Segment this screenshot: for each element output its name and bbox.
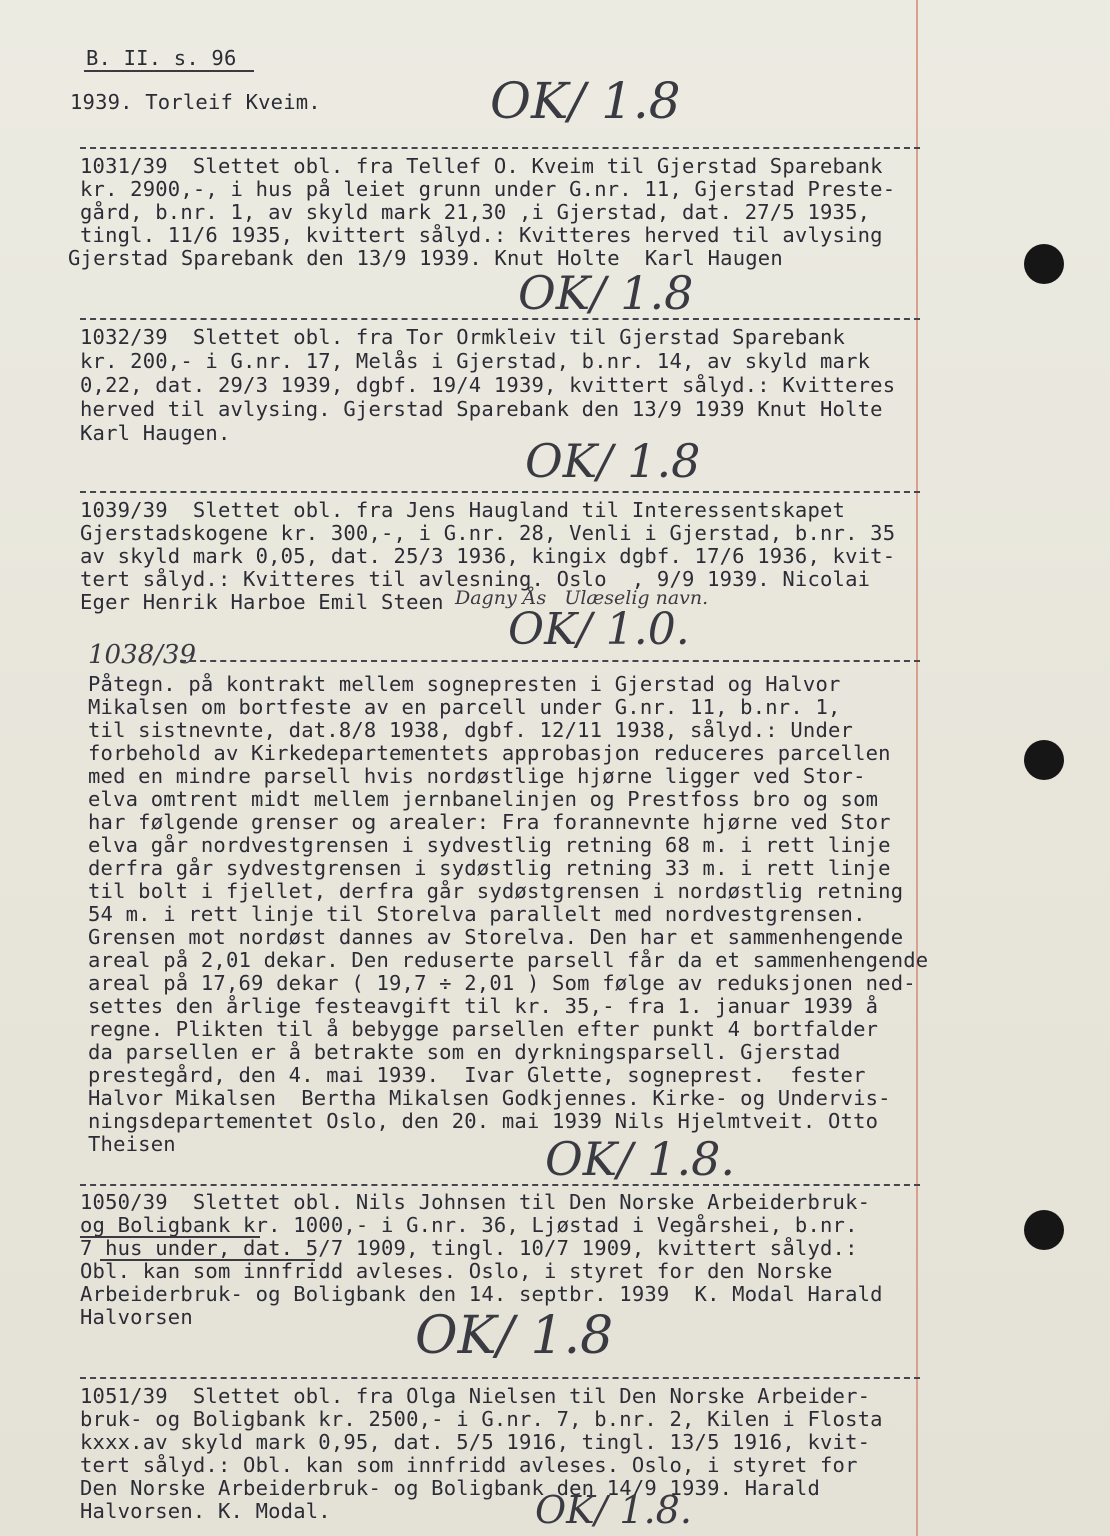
pen-underline — [100, 1259, 315, 1261]
entry-line: Halvorsen. K. Modal. — [80, 1499, 331, 1523]
entry-line: gård, b.nr. 1, av skyld mark 21,30 ,i Gjerstad, dat. 27/5 1935, — [80, 200, 871, 224]
entry-line: kr. 2900,-, i hus på leiet grunn under G.nr. 11, Gjerstad Preste- — [80, 177, 896, 201]
page-title: 1939. Torleif Kveim. — [70, 90, 321, 114]
entry-separator — [80, 491, 920, 493]
punch-hole — [1024, 1210, 1064, 1250]
entry-line: areal på 2,01 dekar. Den reduserte parsell får da et sammenhengende — [88, 948, 929, 972]
entry-line: tingl. 11/6 1935, kvittert sålyd.: Kvitteres herved til avlysing — [80, 223, 883, 247]
approval-mark: OK/ 1.0. — [508, 604, 690, 655]
entry-line: 1039/39 Slettet obl. fra Jens Haugland til Interessentskapet — [80, 498, 846, 522]
entry-line: og Boligbank kr. 1000,- i G.nr. 36, Ljøstad i Vegårshei, b.nr. — [80, 1213, 858, 1237]
entry-line: Gjerstadskogene kr. 300,-, i G.nr. 28, Venli i Gjerstad, b.nr. 35 — [80, 521, 896, 545]
entry-line: elva går nordvestgrensen i sydvestlig retning 68 m. i rett linje — [88, 833, 891, 857]
reference-underline — [84, 70, 254, 72]
entry-line: Mikalsen om bortfeste av en parcell under G.nr. 11, b.nr. 1, — [88, 695, 841, 719]
entry-line: Halvor Mikalsen Bertha Mikalsen Godkjennes. Kirke- og Undervis- — [88, 1086, 891, 1110]
entry-line: forbehold av Kirkedepartementets approbasjon reduceres parcellen — [88, 741, 891, 765]
entry-line: prestegård, den 4. mai 1939. Ivar Glette, sogneprest. fester — [88, 1063, 866, 1087]
entry-line: 1050/39 Slettet obl. Nils Johnsen til Den Norske Arbeiderbruk- — [80, 1190, 871, 1214]
entry-line: Eger Henrik Harboe Emil Steen — [80, 590, 444, 614]
entry-line: Theisen — [88, 1132, 176, 1156]
entry-line: Den Norske Arbeiderbruk- og Boligbank den 14/9 1939. Harald — [80, 1476, 820, 1500]
handwritten-signature: Dagny Ås Ulæselig navn. — [455, 587, 709, 609]
entry-line: Arbeiderbruk- og Boligbank den 14. septbr. 1939 K. Modal Harald — [80, 1282, 883, 1306]
entry-line: 7 hus under, dat. 5/7 1909, tingl. 10/7 1909, kvittert sålyd.: — [80, 1236, 858, 1260]
entry-line: 1051/39 Slettet obl. fra Olga Nielsen til Den Norske Arbeider- — [80, 1384, 871, 1408]
entry-line: kr. 200,- i G.nr. 17, Melås i Gjerstad, b.nr. 14, av skyld mark — [80, 349, 871, 373]
entry-line: da parsellen er å betrakte som en dyrkningsparsell. Gjerstad — [88, 1040, 841, 1064]
punch-hole — [1024, 740, 1064, 780]
approval-mark: OK/ 1.8. — [545, 1132, 735, 1186]
entry-line: 0,22, dat. 29/3 1939, dgbf. 19/4 1939, kvittert sålyd.: Kvitteres — [80, 373, 896, 397]
entry-line: med en mindre parsell hvis nordøstlige hjørne ligger ved Stor- — [88, 764, 866, 788]
approval-mark: OK/ 1.8 — [525, 434, 701, 488]
approval-mark: OK/ 1.8 — [415, 1306, 614, 1366]
entry-line: tert sålyd.: Obl. kan som innfridd avleses. Oslo, i styret for — [80, 1453, 858, 1477]
entry-line: regne. Plikten til å bebygge parsellen efter punkt 4 bortfalder — [88, 1017, 879, 1041]
entry-separator — [80, 318, 920, 320]
approval-mark: OK/ 1.8. — [535, 1488, 692, 1532]
entry-line: herved til avlysing. Gjerstad Sparebank den 13/9 1939 Knut Holte — [80, 397, 883, 421]
entry-line: 1032/39 Slettet obl. fra Tor Ormkleiv til Gjerstad Sparebank — [80, 325, 846, 349]
entry-line: av skyld mark 0,05, dat. 25/3 1936, kingix dgbf. 17/6 1936, kvit- — [80, 544, 896, 568]
entry-number-handwritten: 1038/39 — [88, 640, 197, 670]
entry-line: Gjerstad Sparebank den 13/9 1939. Knut Holte Karl Haugen — [68, 246, 783, 270]
approval-mark: OK/ 1.8 — [490, 72, 681, 130]
entry-line: til sistnevnte, dat.8/8 1938, dgbf. 12/11 1938, sålyd.: Under — [88, 718, 854, 742]
entry-line: Karl Haugen. — [80, 421, 231, 445]
entry-separator — [80, 1377, 920, 1379]
entry-line: tert sålyd.: Kvitteres til avlesning. Oslo , 9/9 1939. Nicolai — [80, 567, 871, 591]
entry-line: bruk- og Boligbank kr. 2500,- i G.nr. 7, b.nr. 2, Kilen i Flosta — [80, 1407, 883, 1431]
punch-hole — [1024, 244, 1064, 284]
entry-line: Halvorsen — [80, 1305, 193, 1329]
margin-rule — [916, 0, 918, 1536]
entry-separator — [80, 1184, 920, 1186]
entry-line: Obl. kan som innfridd avleses. Oslo, i styret for den Norske — [80, 1259, 833, 1283]
entry-line: 54 m. i rett linje til Storelva parallelt med nordvestgrensen. — [88, 902, 866, 926]
entry-line: areal på 17,69 dekar ( 19,7 ÷ 2,01 ) Som følge av reduksjonen ned- — [88, 971, 916, 995]
entry-line: 1031/39 Slettet obl. fra Tellef O. Kveim til Gjerstad Sparebank — [80, 154, 883, 178]
entry-line: kxxx.av skyld mark 0,95, dat. 5/5 1916, tingl. 13/5 1916, kvit- — [80, 1430, 871, 1454]
entry-separator — [80, 147, 920, 149]
entry-line: til bolt i fjellet, derfra går sydøstgrensen i nordøstlig retning — [88, 879, 904, 903]
entry-separator — [180, 660, 920, 662]
entry-line: elva omtrent midt mellem jernbanelinjen og Prestfoss bro og som — [88, 787, 879, 811]
entry-line: derfra går sydvestgrensen i sydøstlig retning 33 m. i rett linje — [88, 856, 891, 880]
entry-line: Grensen mot nordøst dannes av Storelva. Den har et sammenhengende — [88, 925, 904, 949]
approval-mark: OK/ 1.8 — [518, 266, 694, 320]
entry-line: har følgende grenser og arealer: Fra forannevnte hjørne ved Stor — [88, 810, 891, 834]
entry-line: ningsdepartementet Oslo, den 20. mai 1939 Nils Hjelmtveit. Otto — [88, 1109, 879, 1133]
page-reference: B. II. s. 96 — [86, 46, 237, 70]
entry-line: Påtegn. på kontrakt mellem sognepresten i Gjerstad og Halvor — [88, 672, 841, 696]
entry-line: settes den årlige festeavgift til kr. 35,- fra 1. januar 1939 å — [88, 994, 879, 1018]
pen-underline — [80, 1236, 260, 1238]
